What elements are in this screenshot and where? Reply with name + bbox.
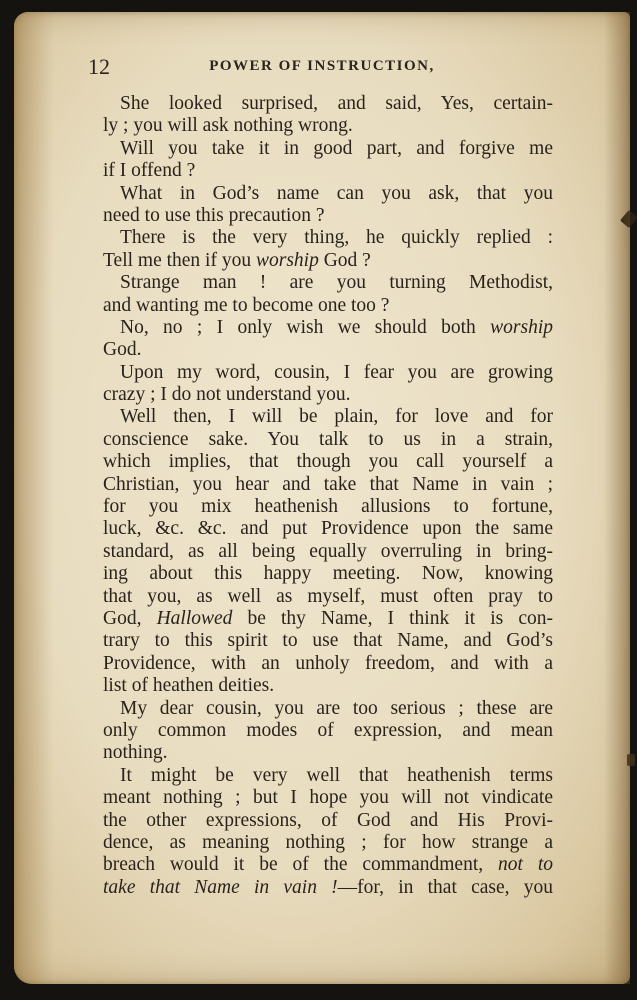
text-line xyxy=(103,227,553,249)
text-line xyxy=(103,742,553,764)
line-text: What in God’s name can you ask, that you xyxy=(120,182,553,204)
line-text: the other expressions, of God and His Provi- xyxy=(103,809,553,831)
running-title: POWER OF INSTRUCTION, xyxy=(209,58,435,74)
text-line xyxy=(103,787,553,809)
text-line xyxy=(103,362,553,384)
line-text: Will you take it in good part, and forgive me xyxy=(120,137,553,159)
line-text: Well then, I will be plain, for love and for xyxy=(120,406,553,428)
text-line xyxy=(103,832,553,854)
line-text: She looked surprised, and said, Yes, certain- xyxy=(120,93,553,114)
line-text: trary to this spirit to use that Name, and God’s xyxy=(103,630,553,652)
text-line xyxy=(103,698,553,720)
line-text: —for, in that case, you xyxy=(337,876,553,898)
line-text: breach would it be of the commandment, xyxy=(103,854,499,876)
text-line xyxy=(103,160,553,182)
line-text: and wanting me to become one too ? xyxy=(103,294,390,316)
text-line xyxy=(103,429,553,451)
text-line xyxy=(103,854,553,876)
page-stain xyxy=(620,210,637,228)
line-text: if I offend ? xyxy=(103,160,196,182)
line-text: conscience sake. You talk to us in a strain, xyxy=(103,428,553,450)
text-line xyxy=(103,608,553,630)
text-line xyxy=(103,810,553,832)
text-line xyxy=(103,272,553,294)
text-line xyxy=(103,138,553,160)
text-line xyxy=(103,250,553,272)
page-stain xyxy=(627,754,635,766)
text-line xyxy=(103,115,553,137)
text-line xyxy=(103,630,553,652)
line-text: Providence, with an unholy freedom, and with a xyxy=(103,652,553,674)
line-text: ly ; you will ask nothing wrong. xyxy=(103,115,353,137)
running-head xyxy=(88,44,556,84)
line-text: No, no ; I only wish we should both xyxy=(120,316,491,338)
text-line xyxy=(103,518,553,540)
text-line xyxy=(103,451,553,473)
line-text: Tell me then if you xyxy=(103,249,256,271)
text-line xyxy=(103,384,553,406)
line-text: which implies, that though you call yourself a xyxy=(103,451,553,473)
text-line xyxy=(103,205,553,227)
text-line xyxy=(103,877,553,899)
line-text: standard, as all being equally overruling in bring- xyxy=(103,540,553,562)
line-text: It might be very well that heathenish terms xyxy=(120,764,553,786)
text-line xyxy=(103,563,553,585)
line-text: God ? xyxy=(318,249,371,271)
line-text: be thy Name, I think it is con- xyxy=(232,607,553,629)
line-text: There is the very thing, he quickly replied : xyxy=(120,227,553,249)
line-text: ing about this happy meeting. Now, knowing xyxy=(103,563,553,585)
italic-text: worship xyxy=(255,249,319,271)
italic-text: Hallowed xyxy=(156,607,233,629)
line-text: luck, &c. &c. and put Providence upon the same xyxy=(103,518,553,540)
line-text: Strange man ! are you turning Methodist, xyxy=(120,272,553,294)
text-line xyxy=(103,317,553,339)
line-text: God. xyxy=(103,339,142,361)
line-text: crazy ; I do not understand you. xyxy=(103,384,351,406)
text-line xyxy=(103,675,553,697)
text-line xyxy=(103,474,553,496)
line-text: need to use this precaution ? xyxy=(103,204,325,226)
line-text: Upon my word, cousin, I fear you are growing xyxy=(120,361,553,383)
line-text: Christian, you hear and take that Name in vain ; xyxy=(103,473,553,495)
italic-text: not to xyxy=(498,854,553,876)
line-text: meant nothing ; but I hope you will not vindicate xyxy=(103,787,553,809)
text-line xyxy=(103,183,553,205)
line-text: for you mix heathenish allusions to fortune, xyxy=(103,496,553,518)
italic-text: worship xyxy=(490,316,553,338)
text-line xyxy=(103,720,553,742)
text-line xyxy=(103,295,553,317)
text-line xyxy=(103,653,553,675)
text-line xyxy=(103,586,553,608)
text-line xyxy=(103,406,553,428)
line-text: My dear cousin, you are too serious ; these are xyxy=(120,697,553,719)
line-text: dence, as meaning nothing ; for how strange a xyxy=(103,831,553,853)
line-text: list of heathen deities. xyxy=(103,675,275,697)
body-text xyxy=(103,93,553,899)
text-line xyxy=(103,541,553,563)
text-line xyxy=(103,93,553,115)
page-number: 12 xyxy=(88,54,110,79)
text-line xyxy=(103,339,553,361)
text-line xyxy=(103,496,553,518)
line-text: that you, as well as myself, must often pray to xyxy=(103,585,553,607)
line-text: only common modes of expression, and mean xyxy=(103,719,553,741)
italic-text: take that Name in vain ! xyxy=(103,876,338,898)
line-text: nothing. xyxy=(103,742,168,764)
text-line xyxy=(103,765,553,787)
line-text: God, xyxy=(103,607,157,629)
